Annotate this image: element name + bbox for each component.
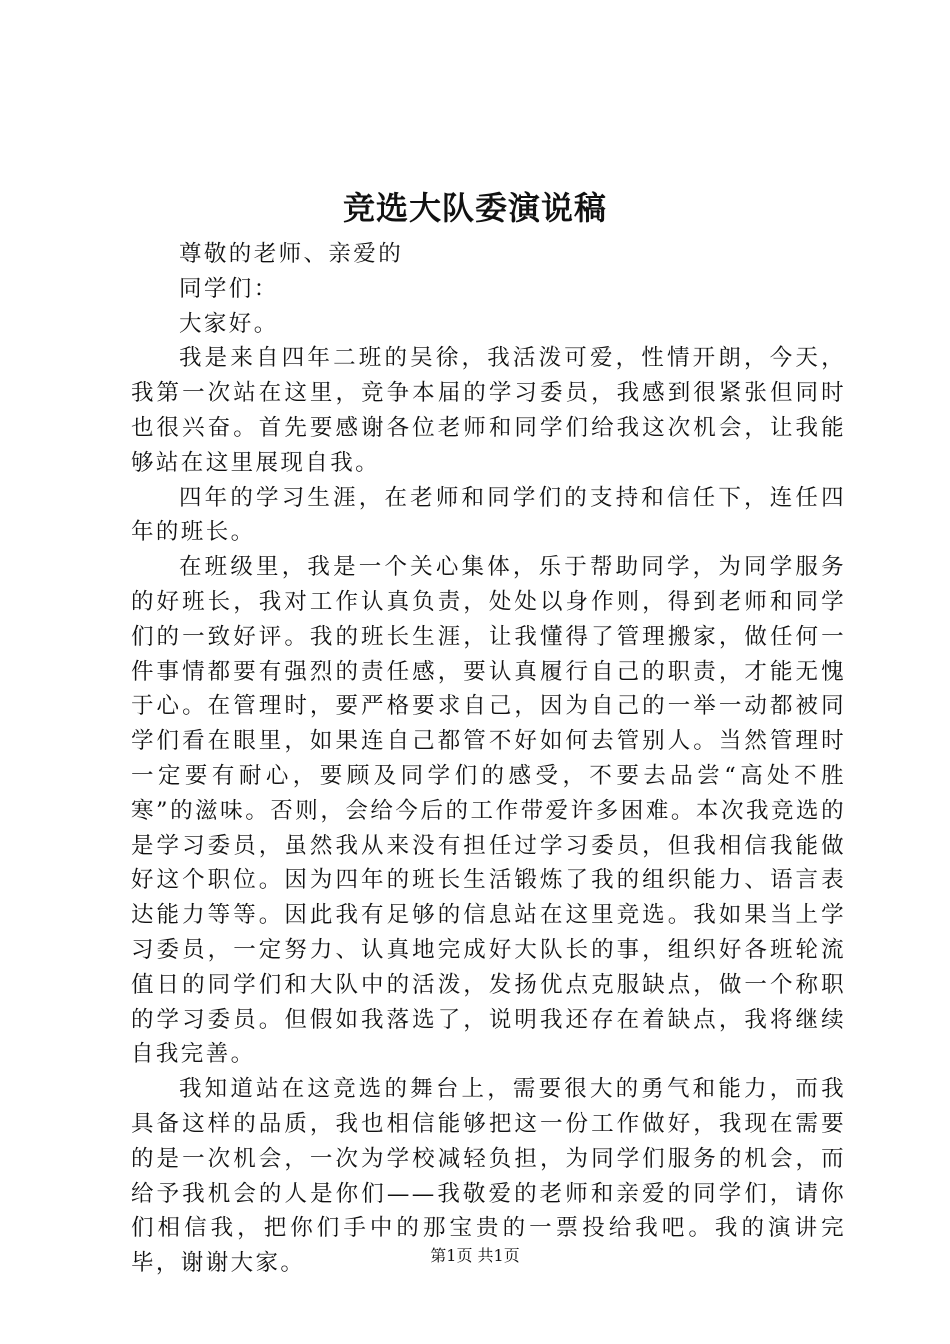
experience-paragraph: 四年的学习生涯，在老师和同学们的支持和信任下，连任四年的班长。 bbox=[131, 484, 846, 546]
closing-paragraph: 我知道站在这竞选的舞台上，需要很大的勇气和能力，而我具备这样的品质，我也相信能够把这一份工作做好，我现在需要的是一次机会，一次为学校减轻负担，为同学们服务的机会，而给予我机会的人是你们——我敬爱的老师和亲爱的同学们，请你们相信我，把你们手中的那宝贵的一票投给我吧。我的演讲完毕，谢谢大家。 bbox=[131, 1076, 846, 1277]
salutation-line-1: 尊敬的老师、亲爱的 bbox=[179, 241, 404, 267]
greeting-paragraph: 大家好。 bbox=[179, 310, 279, 337]
document-title: 竞选大队委演说稿 bbox=[342, 189, 607, 227]
salutation-line-2: 同学们： bbox=[179, 275, 279, 302]
document-body bbox=[131, 237, 846, 1281]
page-footer: 第1页 共1页 bbox=[430, 1246, 520, 1265]
intro-paragraph: 我是来自四年二班的吴徐，我活泼可爱，性情开朗，今天，我第一次站在这里，竞争本届的学习委员，我感到很紧张但同时也很兴奋。首先要感谢各位老师和同学们给我这次机会，让我能够站在这里展现自我。 bbox=[131, 345, 846, 476]
class-monitor-paragraph: 在班级里，我是一个关心集体，乐于帮助同学，为同学服务的好班长，我对工作认真负责，处处以身作则，得到老师和同学们的一致好评。我的班长生涯，让我懂得了管理搬家，做任何一件事情都要有强烈的责任感，要认真履行自己的职责，才能无愧于心。在管理时，要严格要求自己，因为自己的一举一动都被同学们看在眼里，如果连自己都管不好如何去管别人。当然管理时一定要有耐心，要顾及同学们的感受，不要去品尝“高处不胜寒”的滋味。否则，会给今后的工作带爱许多困难。本次我竞选的是学习委员，虽然我从来没有担任过学习委员，但我相信我能做好这个职位。因为四年的班长生活锻炼了我的组织能力、语言表达能力等等。因此我有足够的信息站在这里竞选。我如果当上学习委员，一定努力、认真地完成好大队长的事，组织好各班轮流值日的同学们和大队中的活泼，发扬优点克服缺点，做一个称职的学习委员。但假如我落选了，说明我还存在着缺点，我将继续自我完善。 bbox=[131, 554, 846, 1068]
